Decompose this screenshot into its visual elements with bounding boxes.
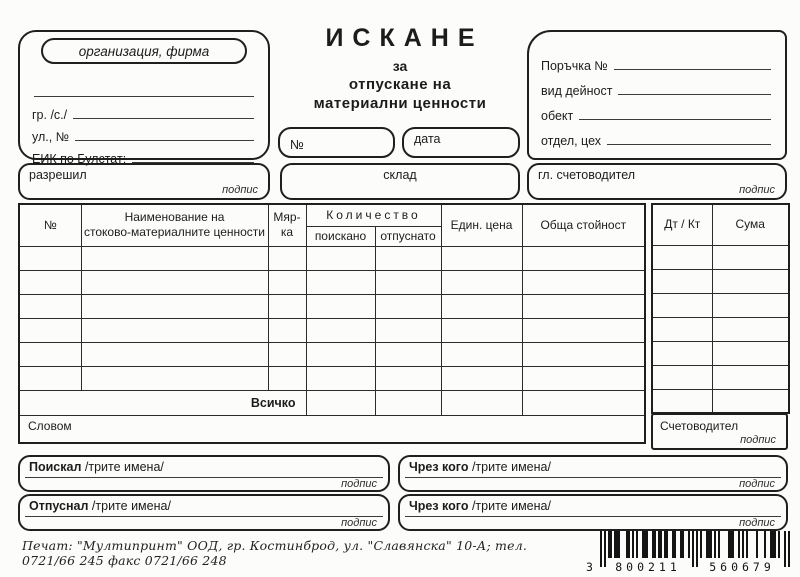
col-header-unit-price: Един. цена <box>441 204 522 246</box>
items-table <box>18 203 646 444</box>
organization-label: организация, фирма <box>78 43 210 59</box>
document-date-label: дата <box>414 132 441 146</box>
chief-accountant-signature-label: подпис <box>739 184 775 196</box>
barcode-left-digits: 800211 <box>615 560 681 574</box>
via-whom-signature-label-2: подпис <box>739 517 775 529</box>
via-whom-label-2: Чрез кого <box>409 499 469 513</box>
col-header-unit: Мяр- ка <box>268 204 306 246</box>
col-header-released: отпуснато <box>375 226 441 246</box>
via-whom-name-line-2 <box>405 516 781 517</box>
activity-label: вид дейност <box>541 84 613 98</box>
organization-label-pill <box>41 38 247 64</box>
accounting-table-body <box>652 245 789 413</box>
released-by-box <box>18 494 390 531</box>
empty-row <box>19 270 645 294</box>
department-label: отдел, цех <box>541 134 602 148</box>
form-title: ИСКАНЕ <box>325 24 484 52</box>
accounting-table <box>651 203 790 414</box>
department-row <box>541 123 773 148</box>
via-whom-label-1: Чрез кого <box>409 460 469 474</box>
eik-line <box>132 148 254 163</box>
eik-label: ЕИК по Булстат: <box>32 152 127 166</box>
released-by-signature-label: подпис <box>341 517 377 529</box>
document-number-label: № <box>290 137 304 152</box>
empty-row <box>19 318 645 342</box>
via-whom-box-2 <box>398 494 788 531</box>
empty-row <box>652 293 789 317</box>
empty-row <box>652 341 789 365</box>
title-block <box>280 25 520 112</box>
street-line <box>75 126 254 141</box>
form-subtitle-3: материални ценности <box>313 94 487 112</box>
items-table-body <box>19 246 645 390</box>
street-row <box>32 122 256 144</box>
empty-row <box>19 342 645 366</box>
total-row <box>19 390 645 415</box>
via-whom-name-line-1 <box>405 477 781 478</box>
barcode <box>582 531 796 575</box>
organization-name-line <box>34 82 254 97</box>
street-label: ул., № <box>32 130 70 144</box>
city-label: гр. /с./ <box>32 108 68 122</box>
released-by-names-hint: /трите имена/ <box>91 499 171 513</box>
col-header-total-value: Обща стойност <box>522 204 645 246</box>
organization-name-row <box>32 78 256 100</box>
empty-row <box>19 246 645 270</box>
empty-row <box>652 317 789 341</box>
chief-accountant-label: гл. счетоводител <box>538 168 636 182</box>
warehouse-label: склад <box>383 168 417 182</box>
department-line <box>607 130 771 145</box>
released-by-name-line <box>25 516 383 517</box>
col-header-name: Наименование на стоково-материалните ценности <box>81 204 268 246</box>
col-header-requested: поискано <box>306 226 375 246</box>
document-date-box <box>402 127 520 158</box>
activity-line <box>618 80 771 95</box>
empty-row <box>652 389 789 413</box>
form-subtitle-2: отпускане на <box>348 75 452 93</box>
chief-accountant-box <box>527 163 787 200</box>
requested-by-signature-label: подпис <box>341 478 377 490</box>
city-row <box>32 100 256 122</box>
order-number-label: Поръчка № <box>541 59 608 73</box>
document-number-box <box>278 127 395 158</box>
col-header-num: № <box>19 204 81 246</box>
printer-info: Печат: "Мултипринт" ООД, гр. Костинброд, ул. "Славянска" 10-А; тел. 0721/66 245 факс 0721/66 248 <box>22 538 528 568</box>
barcode-first-digit: 3 <box>586 560 593 574</box>
site-label: обект <box>541 109 574 123</box>
empty-row <box>652 245 789 269</box>
warehouse-box <box>280 163 520 200</box>
order-details-box <box>527 30 787 160</box>
order-fields <box>529 32 785 148</box>
requested-by-names-hint: /трите имена/ <box>84 460 164 474</box>
empty-row <box>19 294 645 318</box>
accountant-box <box>651 413 788 450</box>
approved-by-box <box>18 163 270 200</box>
requested-by-box <box>18 455 390 492</box>
via-whom-signature-label-1: подпис <box>739 478 775 490</box>
organization-box <box>18 30 270 166</box>
site-line <box>579 105 771 120</box>
requested-by-name-line <box>25 477 383 478</box>
total-label: Всичко <box>19 390 306 415</box>
accountant-label: Счетоводител <box>660 419 739 433</box>
approved-by-signature-label: подпис <box>222 184 258 196</box>
col-header-dt-kt: Дт / Кт <box>652 204 712 245</box>
approved-by-label: разрешил <box>29 168 87 182</box>
city-line <box>73 104 254 119</box>
via-whom-names-hint-1: /трите имена/ <box>471 460 551 474</box>
form-subtitle-1: за <box>392 57 408 74</box>
via-whom-box-1 <box>398 455 788 492</box>
col-header-quantity: Количество <box>306 204 441 226</box>
site-row <box>541 98 773 123</box>
released-by-label: Отпуснал <box>29 499 89 513</box>
barcode-right-digits: 560679 <box>709 560 775 574</box>
empty-row <box>652 365 789 389</box>
via-whom-names-hint-2: /трите имена/ <box>471 499 551 513</box>
empty-row <box>19 366 645 390</box>
col-header-sum: Сума <box>712 204 789 245</box>
amount-in-words-label: Словом <box>19 415 645 443</box>
organization-fields <box>20 64 268 166</box>
order-number-line <box>614 55 771 70</box>
empty-row <box>652 269 789 293</box>
activity-row <box>541 73 773 98</box>
requested-by-label: Поискал <box>29 460 82 474</box>
amount-in-words-row <box>19 415 645 443</box>
accountant-signature-label: подпис <box>740 434 776 446</box>
order-number-row <box>541 48 773 73</box>
